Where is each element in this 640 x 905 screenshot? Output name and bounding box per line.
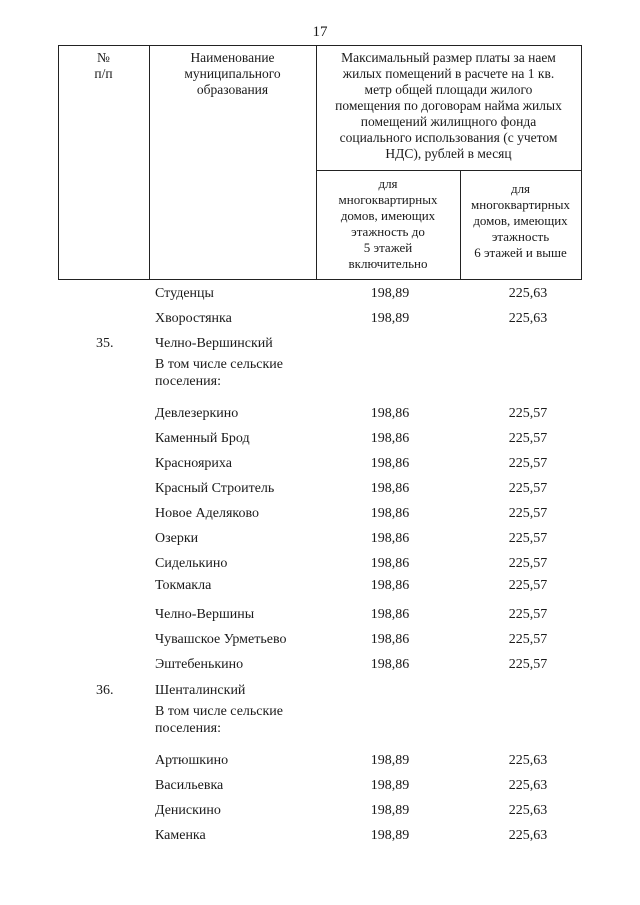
fee-up-to-5-floors: 198,86 [370,578,410,593]
table-row [0,479,640,499]
table-row [0,801,640,821]
fee-6-floors-plus: 225,57 [508,607,548,622]
fee-up-to-5-floors: 198,86 [370,556,410,571]
municipality-name: Новое Аделяково [155,506,259,521]
fee-6-floors-plus: 225,57 [508,531,548,546]
table-row [0,284,640,304]
fee-6-floors-plus: 225,63 [508,311,548,326]
fee-up-to-5-floors: 198,89 [370,828,410,843]
municipality-name: Студенцы [155,286,214,301]
row-number: 36. [96,683,114,698]
municipality-name: Токмакла [155,578,212,593]
fee-up-to-5-floors: 198,86 [370,481,410,496]
page-number: 17 [312,24,328,40]
district-name: Челно-Вершинский [155,336,273,351]
header-col-number: № п/п [94,50,113,81]
table-row [0,776,640,796]
table-row [0,454,640,474]
fee-6-floors-plus: 225,57 [508,506,548,521]
fee-6-floors-plus: 225,63 [508,828,548,843]
table-row [0,309,640,329]
municipality-name: Краснояриха [155,456,232,471]
header-right-border [581,45,582,279]
table-row [0,605,640,625]
municipality-name: Сиделькино [155,556,228,571]
fee-6-floors-plus: 225,57 [508,431,548,446]
fee-up-to-5-floors: 198,89 [370,753,410,768]
municipality-name: Васильевка [155,778,224,793]
fee-up-to-5-floors: 198,86 [370,456,410,471]
fee-up-to-5-floors: 198,86 [370,431,410,446]
table-header [58,45,582,279]
table-row [0,630,640,650]
table-row [0,826,640,846]
fee-up-to-5-floors: 198,89 [370,778,410,793]
fee-6-floors-plus: 225,63 [508,803,548,818]
header-top-border [58,45,582,46]
table-row-district [0,681,640,701]
municipality-name: Каменный Брод [155,431,250,446]
fee-6-floors-plus: 225,57 [508,556,548,571]
header-col-name: Наименование муниципального образования [184,50,281,97]
fee-up-to-5-floors: 198,86 [370,531,410,546]
header-col-max-fee: Максимальный размер платы за наем жилых помещений в расчете на 1 кв. метр общей площади жилого помещения по договорам найма жилых помещений жилищного фонда социального использования (с учетом НДС), рублей в месяц [335,50,562,161]
fee-up-to-5-floors: 198,86 [370,632,410,647]
table-row [0,576,640,596]
fee-up-to-5-floors: 198,89 [370,311,410,326]
district-subtitle: В том числе сельские поселения: [155,704,284,736]
header-col-up-to-5-floors: для многоквартирных домов, имеющих этажность до 5 этажей включительно [338,176,438,271]
fee-up-to-5-floors: 198,86 [370,406,410,421]
table-row [0,429,640,449]
header-split-line [316,170,582,171]
row-number: 35. [96,336,114,351]
header-bottom-border [58,279,582,280]
fee-6-floors-plus: 225,57 [508,578,548,593]
municipality-name: Артюшкино [155,753,229,768]
table-row [0,529,640,549]
fee-up-to-5-floors: 198,86 [370,607,410,622]
fee-up-to-5-floors: 198,86 [370,657,410,672]
district-name: Шенталинский [155,683,246,698]
fee-6-floors-plus: 225,63 [508,286,548,301]
municipality-name: Хворостянка [155,311,232,326]
municipality-name: Каменка [155,828,206,843]
fee-6-floors-plus: 225,57 [508,456,548,471]
municipality-name: Челно-Вершины [155,607,255,622]
table-row [0,504,640,524]
fee-up-to-5-floors: 198,86 [370,506,410,521]
fee-6-floors-plus: 225,57 [508,657,548,672]
fee-up-to-5-floors: 198,89 [370,286,410,301]
fee-up-to-5-floors: 198,89 [370,803,410,818]
fee-6-floors-plus: 225,63 [508,778,548,793]
municipality-name: Чувашское Урметьево [155,632,287,647]
table-row-district [0,334,640,354]
fee-6-floors-plus: 225,63 [508,753,548,768]
header-col-6-floors-plus: для многоквартирных домов, имеющих этажность 6 этажей и выше [471,181,570,260]
district-subtitle: В том числе сельские поселения: [155,357,284,389]
table-row [0,404,640,424]
municipality-name: Эштебенькино [155,657,244,672]
fee-6-floors-plus: 225,57 [508,632,548,647]
fee-6-floors-plus: 225,57 [508,481,548,496]
municipality-name: Красный Строитель [155,481,275,496]
table-row [0,751,640,771]
fee-6-floors-plus: 225,57 [508,406,548,421]
table-row [0,655,640,675]
table-row [0,554,640,574]
municipality-name: Озерки [155,531,199,546]
municipality-name: Денискино [155,803,221,818]
municipality-name: Девлезеркино [155,406,239,421]
